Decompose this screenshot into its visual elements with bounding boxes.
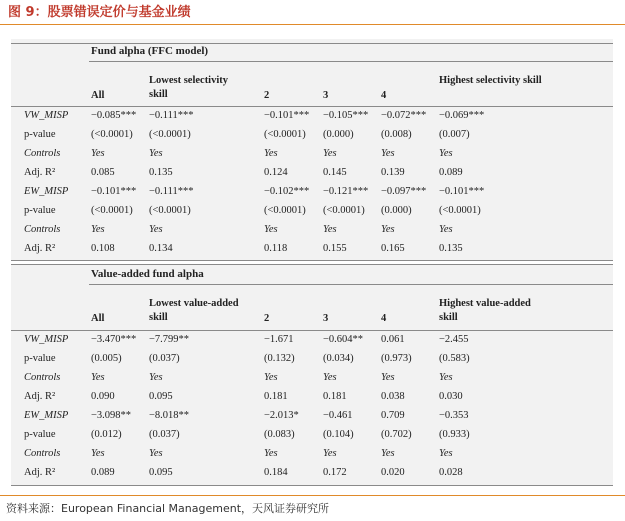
row-label: Adj. R² [24, 243, 56, 254]
table-cell: Yes [439, 448, 453, 459]
table-row [11, 350, 613, 369]
table-cell: Yes [439, 224, 453, 235]
table-cell: (0.083) [264, 429, 295, 440]
table-cell: −0.101*** [439, 186, 485, 197]
row-label: p-value [24, 353, 56, 364]
table-cell: 0.124 [264, 167, 288, 178]
header-all: All [91, 313, 105, 324]
table-cell: 0.181 [323, 391, 347, 402]
table-cell: −3.470*** [91, 334, 137, 345]
table-cell: 0.089 [439, 167, 463, 178]
source-note: 资料来源：European Financial Management，天风证券研究所 [6, 502, 330, 515]
table-cell: Yes [264, 224, 278, 235]
panel-title-rule [89, 61, 613, 62]
table-cell: Yes [323, 372, 337, 383]
header-highest: Highest selectivity skill [439, 75, 542, 86]
table-cell: (<0.0001) [323, 205, 365, 216]
table-cell: 0.038 [381, 391, 405, 402]
row-label: VW_MISP [24, 334, 69, 345]
table-cell: 0.172 [323, 467, 347, 478]
table-cell: −0.102*** [264, 186, 310, 197]
table-cell: 0.145 [323, 167, 347, 178]
table-cell: 0.095 [149, 391, 173, 402]
table-cell: Yes [91, 224, 105, 235]
table-cell: −0.461 [323, 410, 353, 421]
row-label: p-value [24, 129, 56, 140]
table-row [11, 331, 613, 350]
table-cell: 0.165 [381, 243, 405, 254]
table-cell: 0.118 [264, 243, 288, 254]
table-cell: Yes [91, 148, 105, 159]
table-cell: 0.085 [91, 167, 115, 178]
row-label: Adj. R² [24, 391, 56, 402]
table-row [11, 426, 613, 445]
table-cell: Yes [264, 448, 278, 459]
table-row [11, 126, 613, 145]
table-row [11, 369, 613, 388]
table-cell: −2.013* [264, 410, 299, 421]
table-cell: 0.020 [381, 467, 405, 478]
table-cell: (<0.0001) [439, 205, 481, 216]
table-cell: (<0.0001) [149, 129, 191, 140]
row-label: EW_MISP [24, 410, 69, 421]
bottom-rule [0, 495, 625, 496]
row-label: p-value [24, 205, 56, 216]
table-cell: (0.132) [264, 353, 295, 364]
table-cell: −0.105*** [323, 110, 369, 121]
table-cell: (0.973) [381, 353, 412, 364]
panel-fund-alpha [11, 39, 613, 261]
table-cell: (0.000) [381, 205, 412, 216]
table-cell: (0.104) [323, 429, 354, 440]
table-row [11, 407, 613, 426]
header-highest: Highest value-added skill [439, 298, 531, 323]
table-cell: −0.111*** [149, 186, 194, 197]
table-cell: −0.101*** [264, 110, 310, 121]
header-q4: 4 [381, 313, 387, 324]
table-cell: −0.085*** [91, 110, 137, 121]
table-cell: Yes [323, 148, 337, 159]
row-label: Controls [24, 372, 61, 383]
table-cell: −0.097*** [381, 186, 427, 197]
table-cell: (0.034) [323, 353, 354, 364]
table-cell: Yes [439, 372, 453, 383]
table-cell: 0.135 [149, 167, 173, 178]
row-label: Adj. R² [24, 167, 56, 178]
header-q3: 3 [323, 90, 329, 101]
table-row [11, 183, 613, 202]
table-cell: (0.008) [381, 129, 412, 140]
table-cell: Yes [264, 372, 278, 383]
table-cell: −0.604** [323, 334, 364, 345]
panel-title: Value-added fund alpha [91, 268, 204, 280]
row-label: Controls [24, 224, 61, 235]
table-row [11, 221, 613, 240]
table-cell: 0.139 [381, 167, 405, 178]
row-label: VW_MISP [24, 110, 69, 121]
table-row [11, 445, 613, 464]
header-q2: 2 [264, 90, 270, 101]
table-cell: −2.455 [439, 334, 469, 345]
table-row [11, 202, 613, 221]
table-cell: −0.069*** [439, 110, 485, 121]
table-cell: 0.709 [381, 410, 405, 421]
table-cell: (0.000) [323, 129, 354, 140]
table-cell: −0.121*** [323, 186, 369, 197]
panel-bottom-rule [11, 485, 613, 486]
header-all: All [91, 90, 105, 101]
panel-title-rule [89, 284, 613, 285]
table-cell: −0.072*** [381, 110, 427, 121]
table-cell: 0.030 [439, 391, 463, 402]
table-row [11, 388, 613, 407]
table-cell: Yes [439, 148, 453, 159]
header-q3: 3 [323, 313, 329, 324]
table-cell: 0.061 [381, 334, 405, 345]
table-cell: Yes [91, 372, 105, 383]
table-cell: 0.135 [439, 243, 463, 254]
table-cell: 0.028 [439, 467, 463, 478]
table-cell: Yes [381, 372, 395, 383]
table-cell: Yes [264, 148, 278, 159]
row-label: Controls [24, 148, 61, 159]
table-cell: 0.134 [149, 243, 173, 254]
table-cell: −7.799** [149, 334, 190, 345]
table-cell: −0.353 [439, 410, 469, 421]
header-q4: 4 [381, 90, 387, 101]
table-row [11, 464, 613, 483]
table-cell: 0.095 [149, 467, 173, 478]
table-cell: 0.090 [91, 391, 115, 402]
table-cell: (<0.0001) [149, 205, 191, 216]
header-lowest: Lowest value-added skill [149, 298, 239, 323]
table-cell: 0.155 [323, 243, 347, 254]
table-cell: Yes [323, 448, 337, 459]
panel-top-rule [11, 264, 613, 265]
table-cell: (0.012) [91, 429, 122, 440]
top-rule [0, 24, 625, 25]
table-cell: (0.005) [91, 353, 122, 364]
table-cell: −3.098** [91, 410, 132, 421]
table-cell: (<0.0001) [264, 129, 306, 140]
row-label: Adj. R² [24, 467, 56, 478]
table-cell: −8.018** [149, 410, 190, 421]
table-cell: Yes [149, 448, 163, 459]
panel-bottom-rule [11, 260, 613, 261]
table-cell: Yes [381, 224, 395, 235]
row-label: Controls [24, 448, 61, 459]
panel-title: Fund alpha (FFC model) [91, 45, 209, 57]
table-cell: Yes [149, 224, 163, 235]
row-label: p-value [24, 429, 56, 440]
table-cell: Yes [149, 372, 163, 383]
table-cell: Yes [381, 448, 395, 459]
table-cell: (0.037) [149, 429, 180, 440]
table-cell: (0.702) [381, 429, 412, 440]
table-cell: −0.111*** [149, 110, 194, 121]
table-cell: Yes [91, 448, 105, 459]
table-cell: 0.184 [264, 467, 288, 478]
table-cell: (0.583) [439, 353, 470, 364]
table-cell: (<0.0001) [264, 205, 306, 216]
table-cell: (<0.0001) [91, 205, 133, 216]
table-cell: −1.671 [264, 334, 294, 345]
table-cell: Yes [381, 148, 395, 159]
table-cell: 0.089 [91, 467, 115, 478]
table-cell: Yes [323, 224, 337, 235]
panel-top-rule [11, 43, 613, 44]
panel-value-added-alpha [11, 264, 613, 486]
table-cell: 0.181 [264, 391, 288, 402]
table-cell: Yes [149, 148, 163, 159]
table-row [11, 107, 613, 126]
table-cell: −0.101*** [91, 186, 137, 197]
table-row [11, 240, 613, 259]
header-q2: 2 [264, 313, 270, 324]
table-cell: (0.037) [149, 353, 180, 364]
row-label: EW_MISP [24, 186, 69, 197]
table-cell: (<0.0001) [91, 129, 133, 140]
figure-title: 图 9：股票错误定价与基金业绩 [8, 5, 191, 20]
table-row [11, 164, 613, 183]
table-cell: 0.108 [91, 243, 115, 254]
table-cell: (0.933) [439, 429, 470, 440]
table-cell: (0.007) [439, 129, 470, 140]
table-row [11, 145, 613, 164]
header-lowest: Lowest selectivity skill [149, 75, 229, 100]
